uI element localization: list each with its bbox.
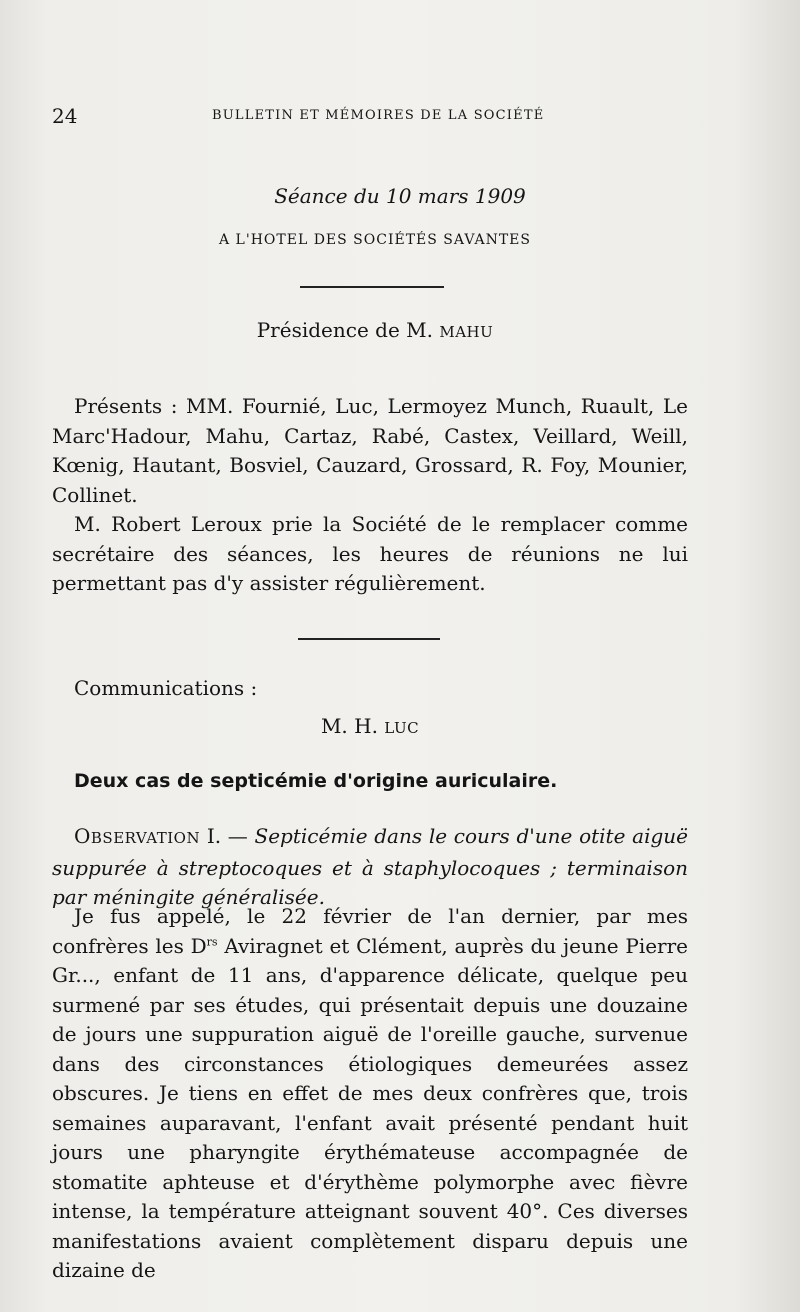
observation-number: I. — — [200, 824, 255, 848]
communications-label: Communications : — [74, 676, 258, 700]
president-name: MAHU — [439, 323, 494, 341]
article-title: Deux cas de septicémie d'origine auriculaire. — [74, 770, 558, 792]
speaker-prefix: M. H. — [320, 714, 385, 738]
announcement-paragraph: M. Robert Leroux prie la Société de le remplacer comme secrétaire des séances, les heures de réunions ne lui permettant pas d'y assister régulièrement. — [52, 512, 688, 595]
divider — [300, 286, 444, 288]
page-header — [52, 104, 742, 128]
attendance-paragraph: Présents : MM. Fournié, Luc, Lermoyez Munch, Ruault, Le Marc'Hadour, Mahu, Cartaz, Rabé, Castex, Veillard, Weill, Kœnig, Hautant, Bosviel, Cauzard, Grossard, R. Foy, Mounier, Collinet. — [52, 394, 688, 507]
body-paragraph: Je fus appelé, le 22 février de l'an dernier, par mes confrères les $D^{rs}$ Aviragnet et Clément, auprès du jeune Pierre Gr..., enfant de 11 ans, d'apparence délicate, quelque peu surmené par ses études, qui présentait depuis une douzaine de jours une suppuration aiguë de l'oreille gauche, survenue dans des circonstances étiologiques demeurées assez obscures. Je tiens en effet de mes deux confrères que, trois semaines auparavant, l'enfant avait présenté pendant huit jours une pharyngite érythémateuse accompagnée de stomatite aphteuse et d'érythème polymorphe avec fièvre intense, la température atteignant souvent 40°. Ces diverses manifestations avaient complètement disparu depuis une dizaine de — [52, 904, 689, 1282]
presidency-line — [0, 318, 750, 342]
session-venue: A L'HOTEL DES SOCIÉTÉS SAVANTES — [219, 232, 531, 248]
speaker-line — [0, 714, 740, 738]
divider — [298, 638, 440, 640]
observation-heading — [52, 822, 688, 913]
session-date: Séance du 10 mars 1909 — [274, 184, 526, 208]
speaker-name: LUC — [384, 719, 420, 737]
observation-label: OBSERVATION — [74, 824, 201, 848]
observation-summary: Septicémie dans le cours d'une otite aiguë suppurée à streptocoques et à staphylocoques ; terminaison par méningite généralisée. — [52, 824, 688, 909]
page-number: 24 — [52, 104, 78, 128]
running-title: BULLETIN ET MÉMOIRES DE LA SOCIÉTÉ — [212, 108, 545, 123]
presidency-prefix: Présidence de M. — [256, 318, 440, 342]
